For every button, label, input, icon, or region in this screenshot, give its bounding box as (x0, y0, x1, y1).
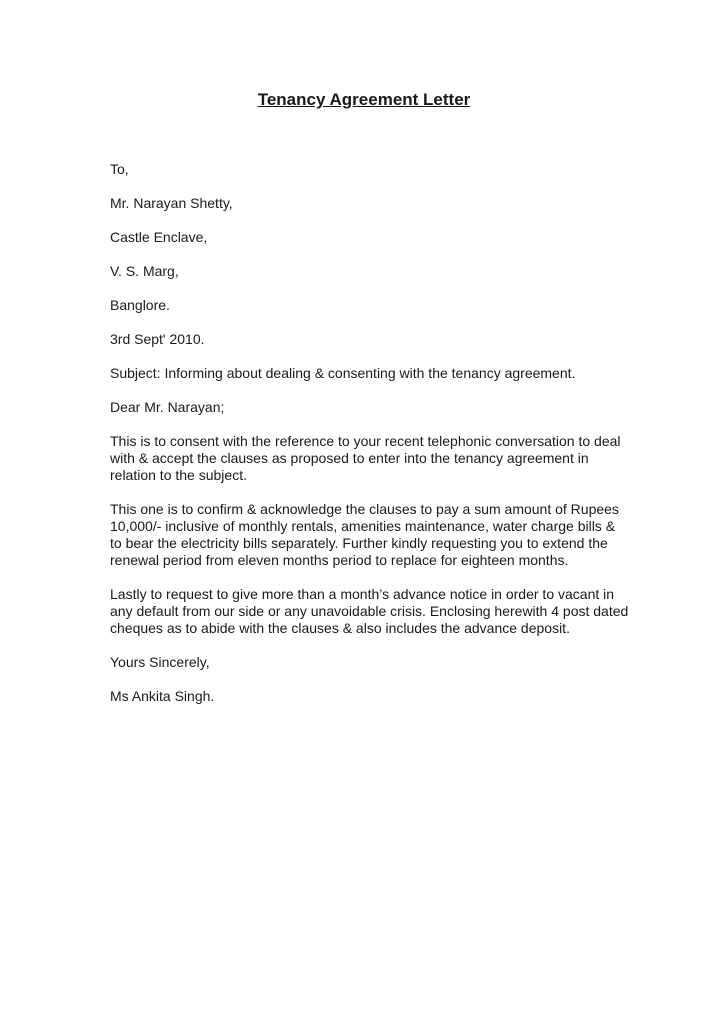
body-paragraph-1: This is to consent with the reference to your recent telephonic conversation to deal with & accept the clauses as proposed to enter into the tenancy agreement in relation to the subject. (110, 433, 621, 483)
addressee-to: To, (110, 161, 129, 177)
recipient-name: Mr. Narayan Shetty, (110, 195, 233, 211)
letter-date: 3rd Sept' 2010. (110, 331, 205, 347)
recipient-address-line-2: V. S. Marg, (110, 263, 179, 279)
letter-title: Tenancy Agreement Letter (257, 90, 471, 109)
body-paragraph-3: Lastly to request to give more than a month’s advance notice in order to vacant in any default from our side or any unavoidable crisis. Enclosing herewith 4 post dated cheques as to abide with the clauses & also includes the advance deposit. (110, 586, 629, 636)
recipient-city: Banglore. (110, 297, 170, 313)
body-paragraph-2: This one is to confirm & acknowledge the clauses to pay a sum amount of Rupees 10,000/- inclusive of monthly rentals, amenities maintenance, water charge bills & to bear the electricity bills separately. Further kindly requesting you to extend the renewal period from eleven months period to replace for eighteen months. (110, 501, 619, 568)
salutation: Dear Mr. Narayan; (110, 399, 225, 415)
recipient-address-line-1: Castle Enclave, (110, 229, 208, 245)
sender-name: Ms Ankita Singh. (110, 688, 215, 704)
closing: Yours Sincerely, (110, 654, 210, 670)
letter-subject: Subject: Informing about dealing & consenting with the tenancy agreement. (110, 365, 576, 381)
letter-body (110, 161, 630, 722)
